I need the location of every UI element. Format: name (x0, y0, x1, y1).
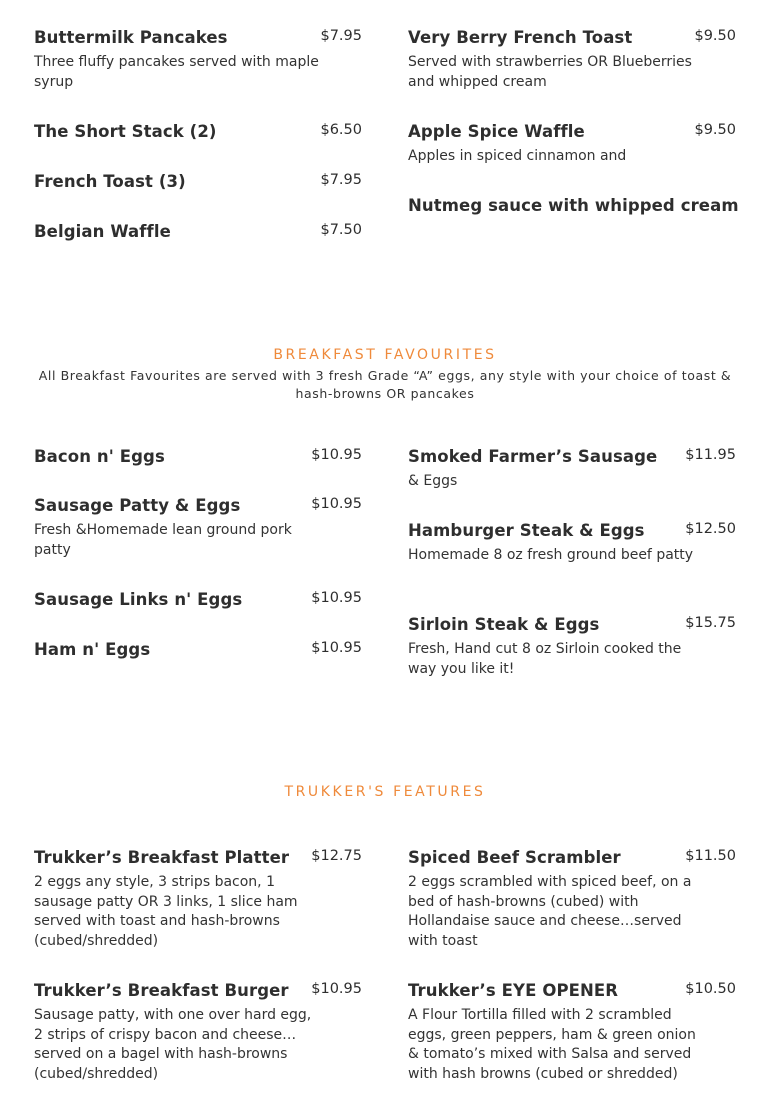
item-name: Smoked Farmer’s Sausage (408, 447, 658, 466)
menu-item (34, 848, 362, 951)
item-price: $10.95 (311, 981, 362, 997)
menu-item (34, 447, 362, 471)
item-description: Apples in spiced cinnamon and (408, 148, 627, 164)
menu-item (34, 496, 362, 560)
menu-item (408, 28, 736, 92)
item-description: Fresh &Homemade lean ground pork patty (34, 522, 292, 558)
item-name: Buttermilk Pancakes (34, 28, 228, 47)
item-name: Sirloin Steak & Eggs (408, 615, 600, 634)
section-title-favourites: BREAKFAST FAVOURITES (273, 347, 497, 363)
item-price: $11.95 (685, 447, 736, 463)
menu-item (408, 521, 736, 566)
menu-item (34, 122, 362, 146)
menu-item (34, 222, 362, 246)
item-price: $11.50 (685, 848, 736, 864)
item-description: Homemade 8 oz fresh ground beef patty (408, 547, 694, 563)
item-price: $15.75 (685, 615, 736, 631)
item-price: $10.95 (311, 447, 362, 463)
item-description: 2 eggs any style, 3 strips bacon, 1 sausage patty OR 3 links, 1 slice ham served with toast and hash-browns (cubed/shredded) (34, 874, 298, 949)
item-name: Ham n' Eggs (34, 640, 151, 659)
item-price: $10.95 (311, 640, 362, 656)
item-description: Served with strawberries OR Blueberries and whipped cream (408, 54, 692, 90)
menu-item (34, 981, 362, 1084)
item-name: Sausage Links n' Eggs (34, 590, 243, 609)
item-price: $7.95 (320, 172, 362, 188)
menu-item (408, 981, 736, 1084)
item-name: Spiced Beef Scrambler (408, 848, 621, 867)
menu-item (34, 172, 362, 196)
item-price: $7.95 (320, 28, 362, 44)
item-name: Trukker’s Breakfast Platter (34, 848, 290, 867)
menu-item (34, 590, 362, 614)
menu-item (408, 447, 736, 492)
item-name: French Toast (3) (34, 172, 186, 191)
item-price: $10.50 (685, 981, 736, 997)
menu-item (408, 848, 736, 951)
menu-item (34, 28, 362, 92)
item-price: $7.50 (320, 222, 362, 238)
item-description: Three fluffy pancakes served with maple syrup (34, 54, 319, 90)
menu-item (408, 196, 739, 220)
item-name: Nutmeg sauce with whipped cream (408, 196, 739, 215)
item-price: $6.50 (320, 122, 362, 138)
item-price: $9.50 (694, 122, 736, 138)
item-name: Apple Spice Waffle (408, 122, 585, 141)
item-description: & Eggs (408, 473, 458, 489)
item-name: Trukker’s Breakfast Burger (34, 981, 289, 1000)
menu-item (34, 640, 362, 664)
item-name: Hamburger Steak & Eggs (408, 521, 645, 540)
item-price: $10.95 (311, 590, 362, 606)
item-name: Bacon n' Eggs (34, 447, 165, 466)
item-description: A Flour Tortilla filled with 2 scrambled eggs, green peppers, ham & green onion & tomato’s mixed with Salsa and served with hash browns (cubed or shredded) (408, 1007, 696, 1082)
item-description: 2 eggs scrambled with spiced beef, on a bed of hash-browns (cubed) with Hollandaise sauce and cheese…served with toast (408, 874, 692, 949)
item-name: Belgian Waffle (34, 222, 171, 241)
item-price: $12.75 (311, 848, 362, 864)
item-name: Trukker’s EYE OPENER (408, 981, 619, 1000)
menu-item (408, 615, 736, 679)
item-description: Sausage patty, with one over hard egg, 2 strips of crispy bacon and cheese… served on a bagel with hash-browns (cubed/shredded) (34, 1007, 312, 1082)
menu-item (408, 122, 736, 167)
item-price: $10.95 (311, 496, 362, 512)
section-subtitle-favourites: All Breakfast Favourites are served with 3 fresh Grade “A” eggs, any style with your choice of toast & hash-browns OR pancakes (38, 368, 732, 401)
item-name: The Short Stack (2) (34, 122, 217, 141)
item-price: $12.50 (685, 521, 736, 537)
item-description: Fresh, Hand cut 8 oz Sirloin cooked the way you like it! (408, 641, 682, 677)
section-title-features: TRUKKER'S FEATURES (284, 784, 486, 800)
item-name: Sausage Patty & Eggs (34, 496, 241, 515)
item-price: $9.50 (694, 28, 736, 44)
item-name: Very Berry French Toast (408, 28, 633, 47)
